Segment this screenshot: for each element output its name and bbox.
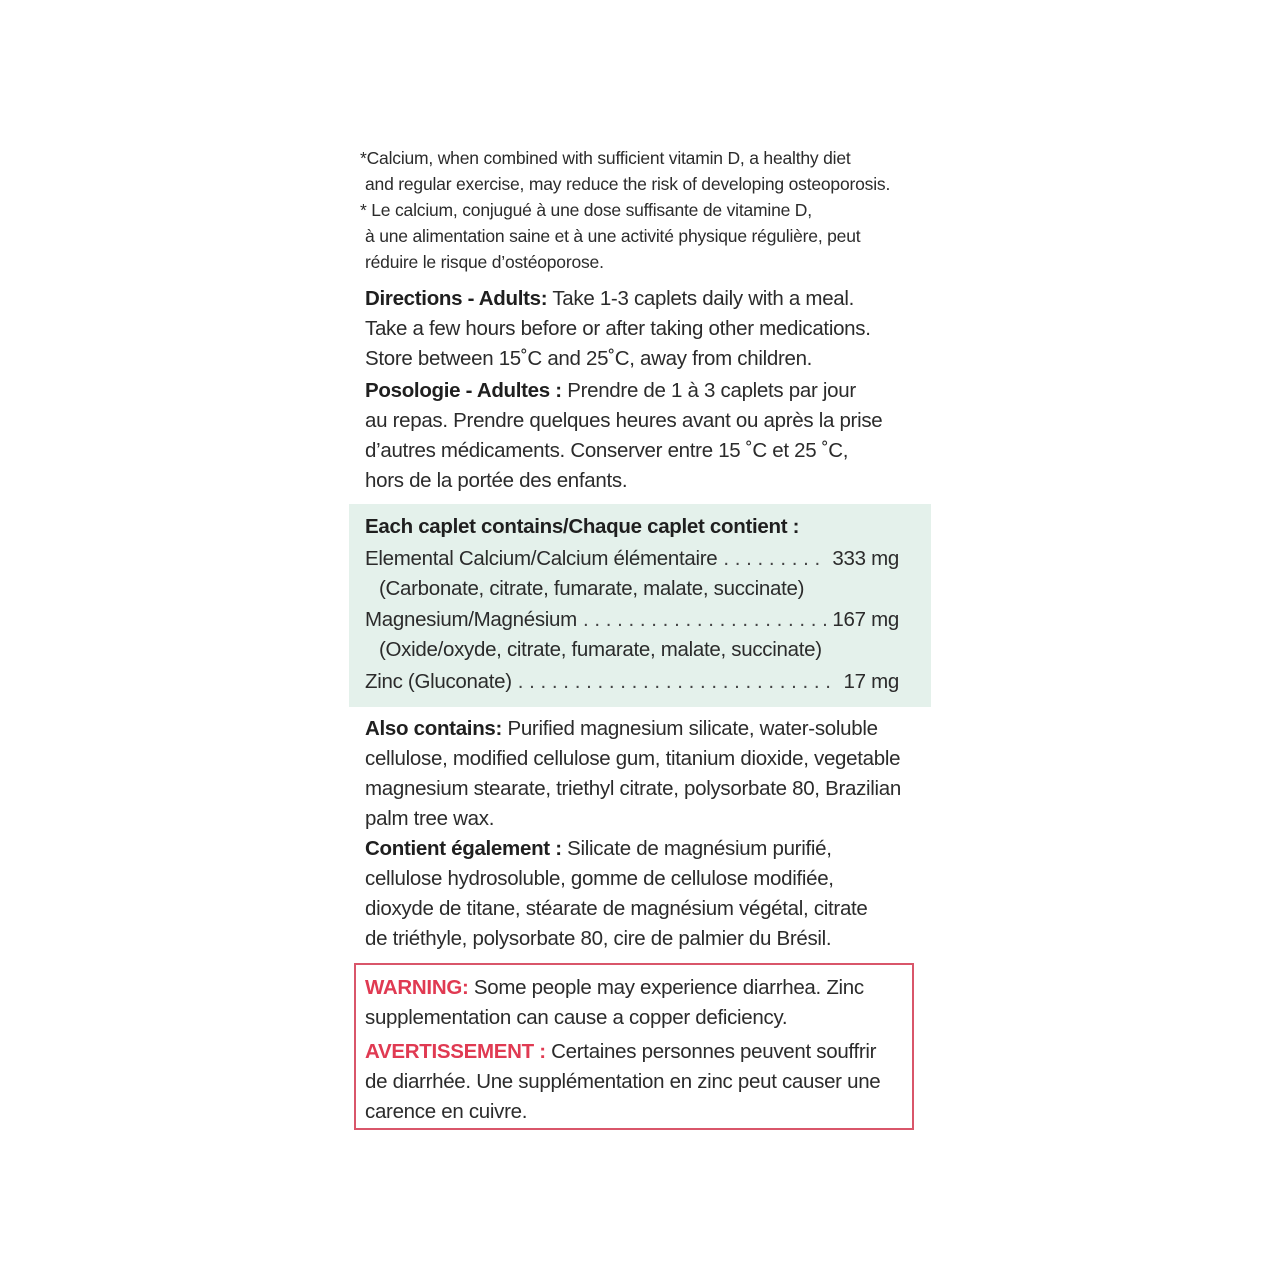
directions-fr-heading: Posologie - Adultes : [365, 379, 562, 402]
warning-fr-line-1: Certaines personnes peuvent souffrir [545, 1040, 877, 1063]
also-contains-en-line-4: palm tree wax. [365, 807, 495, 830]
also-contains-en [365, 714, 910, 834]
claim-fr-line-3: réduire le risque d’ostéoporose. [365, 252, 604, 272]
ingredient-row-magnesium [365, 605, 899, 635]
directions-fr-line-1: Prendre de 1 à 3 caplets par jour [561, 379, 856, 402]
ingredient-sources-calcium: (Carbonate, citrate, fumarate, malate, succinate) [379, 577, 805, 600]
directions-en-heading: Directions - Adults: [365, 287, 548, 310]
warning-fr-heading: AVERTISSEMENT : [365, 1040, 546, 1063]
directions-fr-line-4: hors de la portée des enfants. [365, 469, 628, 492]
warning-en-line-2: supplementation can cause a copper deficiency. [365, 1006, 788, 1029]
ingredients-panel [349, 504, 931, 707]
dot-leader [583, 605, 826, 635]
claim-en-line-1: *Calcium, when combined with sufficient vitamin D, a healthy diet [360, 148, 851, 168]
health-claim-section [360, 145, 920, 275]
ingredient-name: Elemental Calcium/Calcium élémentaire [365, 547, 718, 570]
ingredient-name: Magnesium/Magnésium [365, 608, 577, 631]
also-contains-fr-line-1: Silicate de magnésium purifié, [561, 837, 832, 860]
ingredient-name: Zinc (Gluconate) [365, 670, 512, 693]
also-contains-en-heading: Also contains: [365, 717, 503, 740]
ingredient-sources-magnesium: (Oxide/oxyde, citrate, fumarate, malate, succinate) [379, 638, 822, 661]
directions-fr-line-3: d’autres médicaments. Conserver entre 15 ˚C et 25 ˚C, [365, 439, 849, 462]
ingredients-title: Each caplet contains/Chaque caplet contient : [365, 515, 800, 538]
warning-en-heading: WARNING: [365, 976, 469, 999]
warning-fr-line-2: de diarrhée. Une supplémentation en zinc peut causer une [365, 1070, 881, 1093]
claim-fr-line-2: à une alimentation saine et à une activité physique régulière, peut [365, 226, 861, 246]
ingredient-amount: 333 mg [832, 547, 899, 570]
ingredient-amount: 167 mg [832, 608, 899, 631]
directions-en [365, 284, 910, 374]
also-contains-en-line-3: magnesium stearate, triethyl citrate, polysorbate 80, Brazilian [365, 777, 902, 800]
warning-fr-line-3: carence en cuivre. [365, 1100, 528, 1123]
directions-fr-line-2: au repas. Prendre quelques heures avant ou après la prise [365, 409, 883, 432]
directions-en-line-1: Take 1-3 caplets daily with a meal. [547, 287, 855, 310]
also-contains-fr [365, 834, 910, 954]
directions-en-line-3: Store between 15˚C and 25˚C, away from children. [365, 347, 813, 370]
warning-box [354, 963, 914, 1130]
ingredient-row-calcium [365, 544, 899, 574]
warning-en-line-1: Some people may experience diarrhea. Zinc [468, 976, 864, 999]
claim-en-line-2: and regular exercise, may reduce the risk of developing osteoporosis. [365, 174, 891, 194]
also-contains-fr-line-4: de triéthyle, polysorbate 80, cire de palmier du Brésil. [365, 927, 832, 950]
also-contains-en-line-1: Purified magnesium silicate, water-soluble [502, 717, 878, 740]
also-contains-fr-line-2: cellulose hydrosoluble, gomme de cellulose modifiée, [365, 867, 834, 890]
also-contains-fr-line-3: dioxyde de titane, stéarate de magnésium végétal, citrate [365, 897, 868, 920]
claim-fr-line-1: * Le calcium, conjugué à une dose suffisante de vitamine D, [360, 200, 812, 220]
dot-leader [518, 667, 838, 697]
dot-leader [723, 544, 826, 574]
also-contains-fr-heading: Contient également : [365, 837, 562, 860]
ingredient-amount: 17 mg [843, 670, 899, 693]
also-contains-en-line-2: cellulose, modified cellulose gum, titanium dioxide, vegetable [365, 747, 901, 770]
directions-en-line-2: Take a few hours before or after taking other medications. [365, 317, 871, 340]
directions-fr [365, 376, 910, 496]
ingredient-row-zinc [365, 667, 899, 697]
